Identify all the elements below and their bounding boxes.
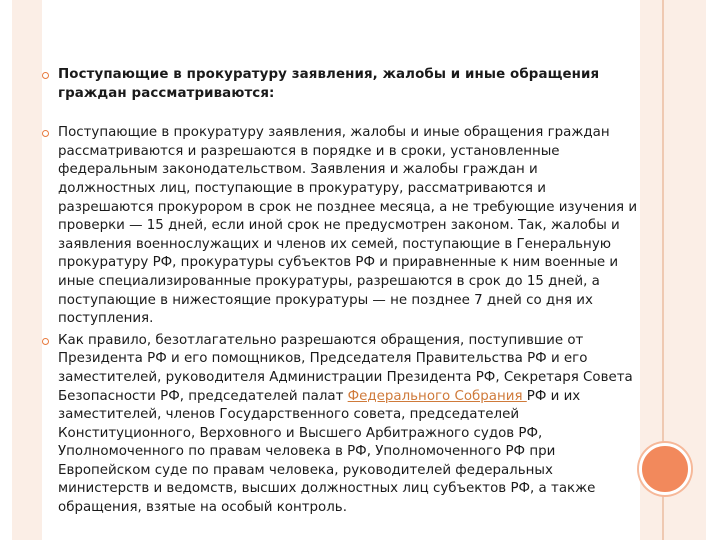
paragraph-2-text-end: РФ и их заместителей, членов Государственного совета, председателей Конституционного, Верховного и Высшего Арбитражного судов РФ, Уполномоченного по правам человека в РФ, Уполномоченного РФ при Европейском суде по правам человека, руководителей федеральных министерств и ведомств, высших должностных лиц субъектов РФ, а также обращения, взятые на особый контроль. [58, 388, 596, 516]
paragraph-1-text: Поступающие в прокуратуру заявления, жалобы и иные обращения граждан рассматриваются и разрешаются в порядке и в сроки, установленные федеральным законодательством. Заявления и жалобы граждан и должностных лиц, поступающие в прокуратуру, рассматриваются и разрешаются прокурором в срок не позднее месяца, а не требующие изучения и проверки — 15 дней, если иной срок не предусмотрен законом. Так, жалобы и заявления военнослужащих и членов их семей, поступающие в Генеральную прокуратуру РФ, прокуратуры субъектов РФ и приравненные к ним военные и иные специализированные прокуратуры, разрешаются в срок до 15 дней, а поступающие в нижестоящие прокуратуры — не позднее 7 дней со дня их поступления. [58, 125, 638, 327]
decorative-circle [639, 443, 691, 495]
bullet-icon [42, 130, 49, 137]
left-frame-band [12, 0, 42, 540]
paragraph-2-text [58, 332, 638, 518]
heading-text: Поступающие в прокуратуру заявления, жалобы и иные обращения граждан рассматриваются: [58, 67, 600, 101]
bullet-heading [42, 66, 638, 103]
bullet-icon [42, 338, 49, 345]
bullet-paragraph-1 [42, 124, 638, 329]
bullet-icon [42, 72, 49, 79]
slide-content [42, 66, 638, 518]
bullet-paragraph-2 [42, 332, 638, 518]
paragraph-2-text-start: Как правило, безотлагательно разрешаются обращения, поступившие от Президента РФ и его помощников, Председателя Правительства РФ и его заместителей, руководителя Администрации Президента РФ, Секретаря Совета Безопасности РФ, председателей палат [58, 332, 633, 404]
federal-assembly-link[interactable]: Федерального Собрания [347, 388, 527, 404]
